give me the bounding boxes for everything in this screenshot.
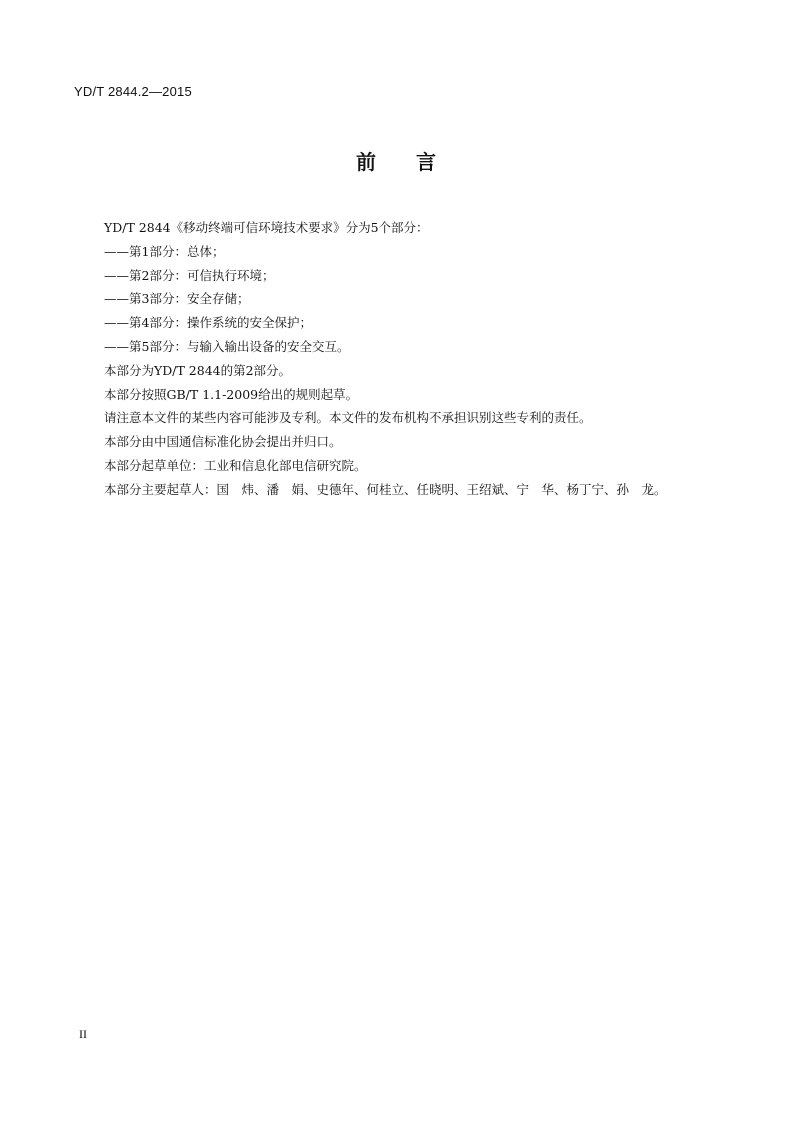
document-code-header: YD/T 2844.2—2015 <box>74 84 192 99</box>
list-item-part-1: ——第1部分：总体； <box>104 243 225 259</box>
page-number: II <box>79 1027 87 1041</box>
paragraph-drafting-unit: 本部分起草单位：工业和信息化部电信研究院。 <box>104 457 367 473</box>
list-item-part-2: ——第2部分：可信执行环境； <box>104 267 275 283</box>
paragraph-drafters: 本部分主要起草人：国 炜、潘 娟、史德年、何桂立、任晓明、王绍斌、宁 华、杨丁宁、孙 龙。 <box>104 481 667 497</box>
list-item-part-3: ——第3部分：安全存储； <box>104 291 250 307</box>
foreword-body <box>104 216 744 502</box>
list-item-part-4: ——第4部分：操作系统的安全保护； <box>104 315 312 331</box>
paragraph-drafting-rules: 本部分按照GB/T 1.1-2009给出的规则起草。 <box>104 386 359 402</box>
paragraph-part-statement: 本部分为YD/T 2844的第2部分。 <box>104 362 292 378</box>
paragraph-series-intro: YD/T 2844《移动终端可信环境技术要求》分为5个部分： <box>104 220 429 235</box>
list-item-part-5: ——第5部分：与输入输出设备的安全交互。 <box>104 338 350 354</box>
paragraph-patent-notice: 请注意本文件的某些内容可能涉及专利。本文件的发布机构不承担识别这些专利的责任。 <box>104 410 592 426</box>
paragraph-proposer: 本部分由中国通信标准化协会提出并归口。 <box>104 434 342 450</box>
page-title: 前 言 <box>356 150 436 174</box>
